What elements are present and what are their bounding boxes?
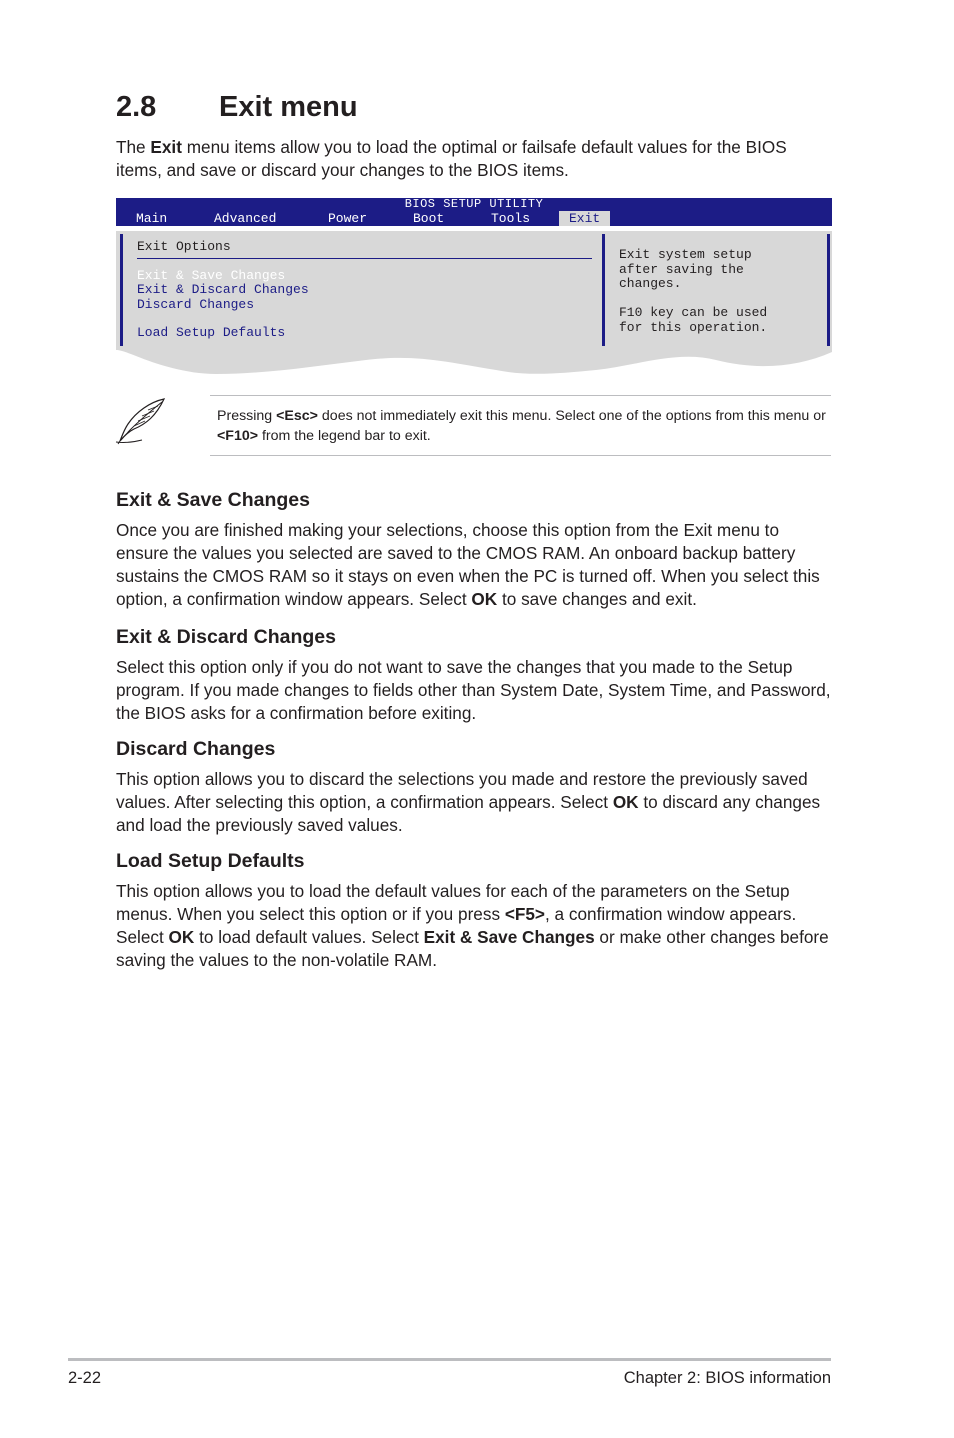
body-text: Once you are finished making your selections, choose this option from the Exit menu to ensure the values you selected are saved to the CMOS RAM. An onboard backup battery sustains the CMOS RAM so it stays on even when the PC is turned off. When you select this option, a confirmation window appears. Select <box>116 520 820 609</box>
bios-item-exit-save[interactable]: Exit & Save Changes <box>137 268 286 283</box>
page-number: 2-22 <box>68 1369 102 1387</box>
section-heading: Discard Changes <box>116 738 276 760</box>
bios-item-discard[interactable]: Discard Changes <box>137 297 255 312</box>
chapter-label: Chapter 2: BIOS information <box>623 1369 831 1387</box>
note-text-part: does not immediately exit this menu. Select one of the options from this menu or <box>317 408 826 424</box>
bios-divider <box>137 258 592 259</box>
body-text: to save changes and exit. <box>497 589 697 609</box>
bios-tab-exit[interactable]: Exit <box>559 211 610 226</box>
bios-title: BIOS SETUP UTILITY <box>404 197 544 211</box>
intro-paragraph <box>116 136 836 182</box>
bios-tab-boot[interactable]: Boot <box>413 211 445 226</box>
body-bold: Exit & Save Changes <box>423 927 595 947</box>
bios-help-pane <box>602 234 830 346</box>
body-text: to load default values. Select <box>194 927 424 947</box>
body-text: This option allows you to discard the selections you made and restore the previously saved values. After selecting this option, a confirmation appears. Select <box>116 769 808 812</box>
intro-text: The <box>116 137 151 157</box>
note-text-part: Pressing <box>217 408 277 424</box>
note-key-f10: <F10> <box>217 428 259 444</box>
body-bold: OK <box>168 927 195 947</box>
bios-options-pane <box>120 234 603 346</box>
section-discard <box>116 737 836 837</box>
section-title-text: Exit menu <box>219 91 358 123</box>
section-number: 2.8 <box>116 91 157 123</box>
bios-menu-bar <box>116 198 832 226</box>
section-exit-discard <box>116 625 836 725</box>
note-rule-bottom <box>210 455 831 456</box>
section-load-defaults <box>116 849 836 972</box>
section-body: Select this option only if you do not want to save the changes that you made to the Setup program. If you made changes to fields other than System Date, System Time, and Password, the BIOS asks for a confirmation before exiting. <box>116 657 831 723</box>
bios-panel <box>116 231 832 349</box>
body-bold: OK <box>612 792 639 812</box>
bios-tab-tools[interactable]: Tools <box>491 211 531 226</box>
body-text: or make other changes before saving the values to the non-volatile RAM. <box>116 927 829 970</box>
torn-edge-graphic <box>116 348 832 378</box>
bios-tab-advanced[interactable]: Advanced <box>214 211 277 226</box>
bios-item-exit-discard[interactable]: Exit & Discard Changes <box>137 282 309 297</box>
section-body <box>116 519 836 611</box>
note-rule-top <box>210 395 831 396</box>
bios-item-load-defaults[interactable]: Load Setup Defaults <box>137 325 286 340</box>
note-text <box>217 406 827 446</box>
section-body <box>116 880 836 972</box>
section-exit-save <box>116 488 836 611</box>
section-heading: Exit & Discard Changes <box>116 626 336 648</box>
feather-quill-icon <box>114 396 170 446</box>
section-body <box>116 768 836 837</box>
bios-options-label: Exit Options <box>137 239 231 254</box>
bios-tab-main[interactable]: Main <box>136 211 168 226</box>
note-key-esc: <Esc> <box>276 408 318 424</box>
body-text: This option allows you to load the default values for each of the parameters on the Setup menus. When you select this option or if you press <box>116 881 790 924</box>
section-title <box>116 88 358 126</box>
bios-screenshot <box>116 198 832 378</box>
body-bold: OK <box>471 589 498 609</box>
bios-tab-power[interactable]: Power <box>328 211 368 226</box>
bios-help-text: Exit system setup after saving the changes. F10 key can be used for this operation. <box>619 247 768 335</box>
intro-bold: Exit <box>150 137 182 157</box>
footer-rule <box>68 1358 831 1361</box>
body-text: , a confirmation window appears. Select <box>116 904 797 947</box>
body-bold: <F5> <box>504 904 545 924</box>
intro-text: menu items allow you to load the optimal or failsafe default values for the BIOS items, and save or discard your changes to the BIOS items. <box>116 137 787 180</box>
section-heading: Load Setup Defaults <box>116 850 305 872</box>
note-text-part: from the legend bar to exit. <box>258 428 431 444</box>
body-text: to discard any changes and load the previously saved values. <box>116 792 821 835</box>
section-heading: Exit & Save Changes <box>116 489 310 511</box>
